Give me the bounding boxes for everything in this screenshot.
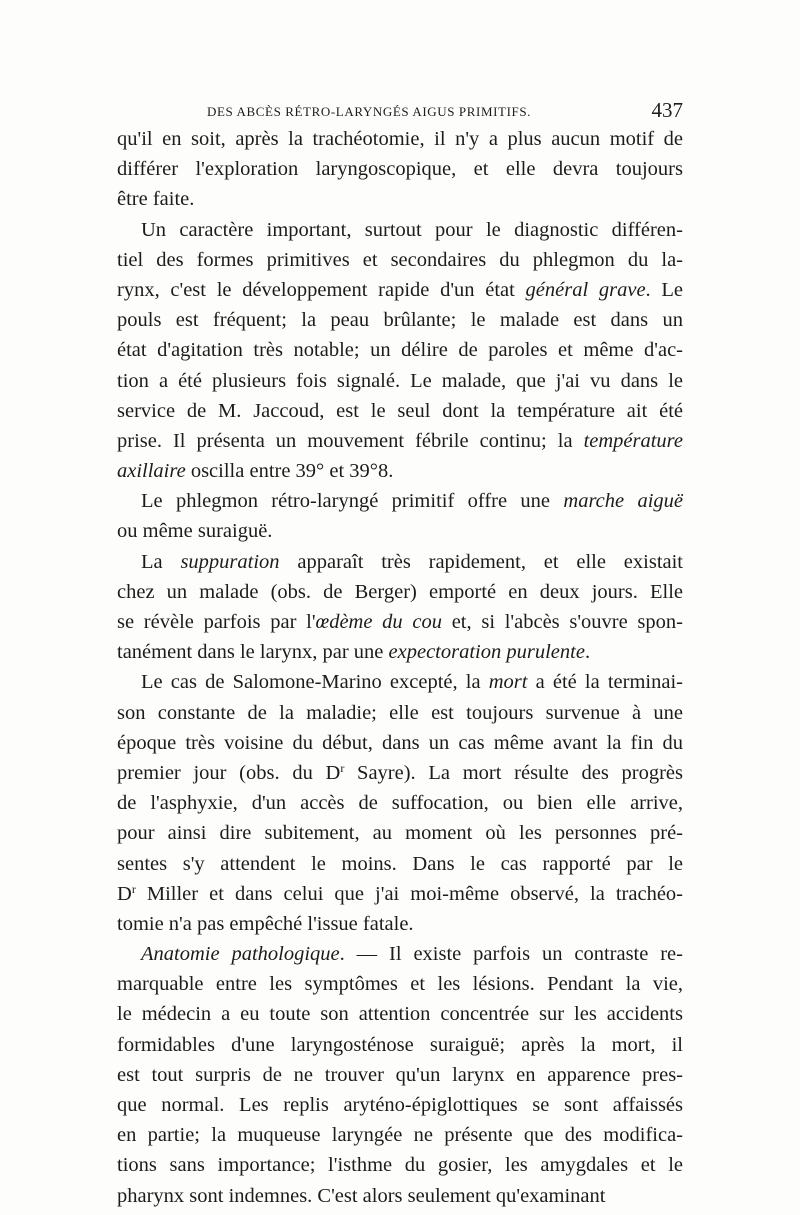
text-line	[117, 849, 683, 879]
text-run: Sayre). La mort résulte des progrès	[344, 761, 684, 784]
italic-text: axillaire	[117, 460, 186, 483]
text-run: état d'agitation très notable; un délire de paroles et même d'ac-	[117, 339, 683, 362]
text-line	[117, 366, 683, 396]
text-line	[117, 969, 683, 999]
text-run: . Le	[645, 278, 684, 301]
text-run: Le cas de Salomone-Marino excepté, la	[141, 671, 489, 694]
text-run: rynx, c'est le développement rapide d'un état	[117, 278, 526, 301]
text-line	[117, 637, 683, 667]
paragraph	[117, 486, 683, 546]
text-run: . — Il existe parfois un contraste re-	[339, 943, 683, 966]
text-line	[117, 1090, 683, 1120]
text-line	[117, 547, 683, 577]
italic-text: œdème du cou	[315, 611, 442, 633]
text-run: oscilla entre 39° et 39°8.	[185, 460, 394, 483]
text-run: premier jour (obs. du D	[117, 761, 341, 784]
text-run: pour ainsi dire subitement, au moment où les personnes pré-	[117, 822, 683, 845]
text-line	[117, 245, 683, 275]
text-line	[117, 335, 683, 365]
text-run: tion a été plusieurs fois signalé. Le malade, que j'ai vu dans le	[117, 369, 683, 392]
text-run: son constante de la maladie; elle est toujours survenue à une	[117, 701, 683, 724]
running-head	[117, 98, 685, 124]
text-run: apparaît très rapidement, et elle existait	[279, 550, 684, 573]
text-line	[117, 426, 683, 456]
text-run: différer l'exploration laryngoscopique, et elle devra toujours	[117, 158, 683, 181]
text-run: pouls est fréquent; la peau brûlante; le malade est dans un	[117, 309, 683, 332]
paragraph	[117, 547, 683, 668]
text-line	[117, 124, 683, 154]
text-line	[117, 456, 683, 486]
italic-text: marche aiguë	[563, 490, 684, 513]
italic-text: général grave	[525, 278, 646, 301]
text-line	[117, 909, 683, 939]
text-line	[117, 396, 683, 426]
text-run: Un caractère important, surtout pour le diagnostic différen-	[141, 218, 683, 241]
text-line	[117, 154, 683, 184]
text-run: en partie; la muqueuse laryngée ne présente que des modifica-	[117, 1124, 683, 1147]
text-run: pharynx sont indemnes. C'est alors seulement qu'examinant	[117, 1184, 606, 1207]
page-number: 437	[651, 98, 683, 122]
text-run: de l'asphyxie, d'un accès de suffocation, ou bien elle arrive,	[117, 792, 683, 815]
text-line	[117, 667, 683, 697]
text-line	[117, 577, 683, 607]
paragraph	[117, 939, 683, 1211]
italic-text: mort	[488, 671, 528, 694]
body-text	[117, 124, 683, 1211]
text-run: Le phlegmon rétro-laryngé primitif offre une	[141, 490, 564, 513]
text-run: sentes s'y attendent le moins. Dans le cas rapporté par le	[117, 852, 683, 875]
text-run: est tout surpris de ne trouver qu'un larynx en apparence pres-	[117, 1063, 683, 1086]
text-run: D	[117, 882, 132, 905]
text-line	[117, 607, 683, 637]
text-line	[117, 1120, 683, 1150]
text-run: marquable entre les symptômes et les lésions. Pendant la vie,	[117, 973, 683, 996]
italic-text: température	[583, 429, 683, 452]
text-line	[117, 305, 683, 335]
text-run: La	[141, 550, 181, 573]
text-run: se révèle parfois par l'	[117, 611, 316, 633]
superscript-text: r	[131, 881, 136, 896]
italic-text: Anatomie pathologique	[141, 943, 340, 966]
text-run: tions sans importance; l'isthme du gosier, les amygdales et le	[117, 1154, 683, 1177]
text-line	[117, 1181, 683, 1211]
text-run: a été la terminai-	[527, 671, 683, 694]
text-run: chez un malade (obs. de Berger) emporté en deux jours. Elle	[117, 580, 683, 603]
text-run: tomie n'a pas empêché l'issue fatale.	[117, 912, 414, 935]
running-title: DES ABCÈS RÉTRO-LARYNGÉS AIGUS PRIMITIFS.	[207, 104, 532, 119]
text-line	[117, 728, 683, 758]
text-line	[117, 1150, 683, 1180]
text-line	[117, 879, 683, 909]
text-line	[117, 275, 683, 305]
text-run: service de M. Jaccoud, est le seul dont la température ait été	[117, 399, 683, 422]
text-run: le médecin a eu toute son attention concentrée sur les accidents	[117, 1003, 683, 1026]
text-run: prise. Il présenta un mouvement fébrile continu; la	[117, 429, 584, 452]
text-run: .	[584, 641, 591, 664]
superscript-text: r	[340, 760, 345, 775]
text-run: Miller et dans celui que j'ai moi-même observé, la trachéo-	[135, 882, 683, 905]
paragraph	[117, 667, 683, 939]
text-run: que normal. Les replis aryténo-épiglottiques se sont affaissés	[117, 1094, 683, 1116]
text-run: tiel des formes primitives et secondaires du phlegmon du la-	[117, 248, 683, 271]
text-run: ou même suraiguë.	[117, 520, 273, 543]
text-run: formidables d'une laryngosténose suraiguë; après la mort, il	[117, 1033, 683, 1056]
text-run: qu'il en soit, après la trachéotomie, il n'y a plus aucun motif de	[117, 128, 683, 150]
paragraph	[117, 124, 683, 215]
italic-text: suppuration	[180, 550, 280, 573]
text-line	[117, 758, 683, 788]
text-line	[117, 698, 683, 728]
paragraph	[117, 215, 683, 487]
text-line	[117, 1030, 683, 1060]
text-run: époque très voisine du début, dans un cas même avant la fin du	[117, 731, 683, 754]
text-line	[117, 215, 683, 245]
text-line	[117, 939, 683, 969]
text-run: tanément dans le larynx, par une	[117, 641, 389, 664]
text-line	[117, 999, 683, 1029]
text-run: être faite.	[117, 188, 195, 211]
text-run: et, si l'abcès s'ouvre spon-	[441, 611, 683, 633]
text-line	[117, 788, 683, 818]
text-line	[117, 486, 683, 516]
italic-text: expectoration purulente	[388, 641, 585, 664]
text-line	[117, 818, 683, 848]
text-line	[117, 1060, 683, 1090]
text-line	[117, 516, 683, 546]
text-line	[117, 184, 683, 214]
